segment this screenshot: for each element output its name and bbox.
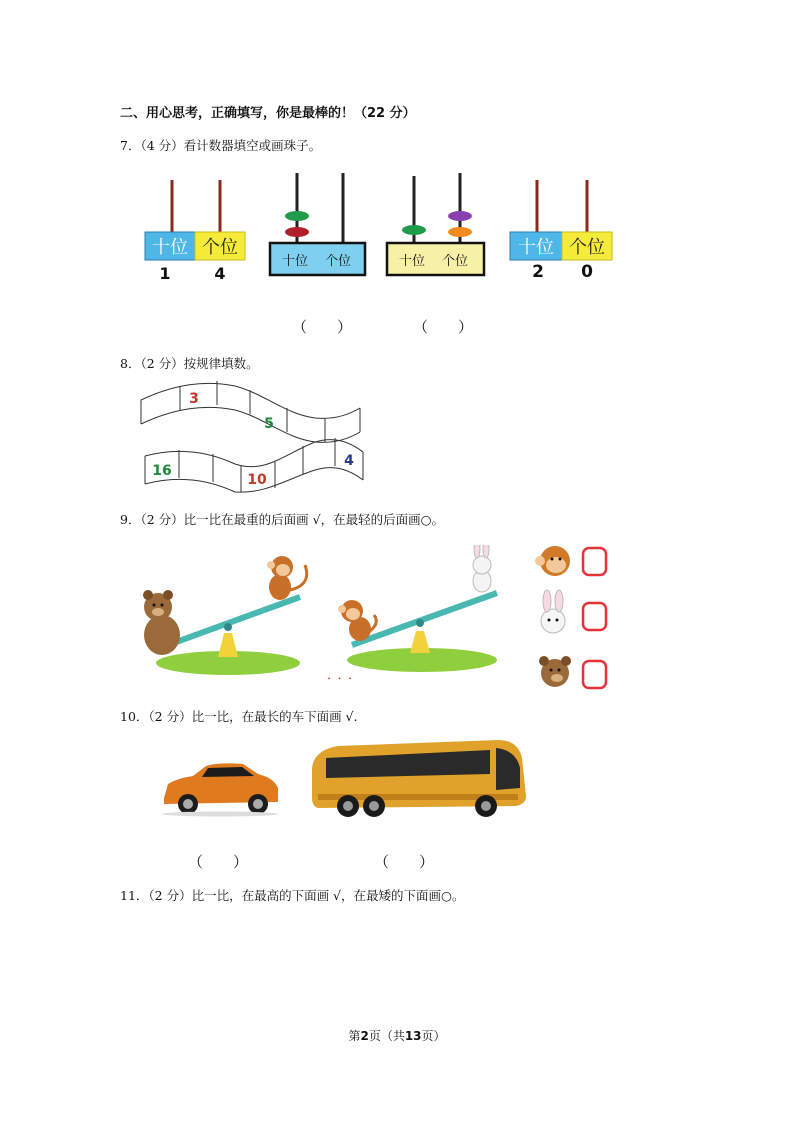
ribbon-bottom-number: 16 <box>152 463 172 479</box>
answer-blank-abacus-2[interactable]: （ ） <box>292 318 353 336</box>
ones-label: 个位 <box>202 237 238 258</box>
question-9-prompt: 9．（2 分）比一比在最重的后面画 √，在最轻的后面画○。 <box>120 512 444 527</box>
tens-label: 十位 <box>152 237 188 258</box>
abacus-1 <box>140 175 250 285</box>
ones-label: 个位 <box>324 254 352 269</box>
ribbon-bottom-number: 4 <box>344 453 354 469</box>
question-7-prompt: 7．（4 分）看计数器填空或画珠子。 <box>120 138 322 153</box>
footer-page-number: 2 <box>360 1029 369 1043</box>
ones-digit: 4 <box>214 264 226 283</box>
ones-label: 个位 <box>441 254 469 269</box>
bear-icon <box>143 590 180 655</box>
tens-label: 十位 <box>281 254 309 269</box>
question-8-prompt: 8．（2 分）按规律填数。 <box>120 356 259 371</box>
answer-blank-bus[interactable]: （ ） <box>374 853 435 871</box>
rabbit-icon <box>473 545 491 592</box>
answer-column <box>535 543 615 693</box>
page-footer <box>0 1027 794 1044</box>
bus-image <box>308 738 533 823</box>
tens-digit: 2 <box>532 262 544 282</box>
rabbit-icon <box>541 590 565 633</box>
answer-box-monkey[interactable] <box>583 548 606 575</box>
green-bead <box>402 225 426 235</box>
purple-bead <box>448 211 472 221</box>
answer-blank-car[interactable]: （ ） <box>188 853 249 871</box>
footer-suffix: 页） <box>421 1029 446 1043</box>
suv-car-image <box>158 762 283 817</box>
ribbon-top-number: 3 <box>189 391 199 407</box>
red-bead <box>285 227 309 237</box>
seesaw-stand <box>218 633 238 657</box>
green-bead <box>285 211 309 221</box>
footer-prefix: 第 <box>348 1029 361 1043</box>
monkey-icon <box>535 546 570 576</box>
number-ribbons <box>135 378 375 498</box>
bear-icon <box>539 656 571 687</box>
seesaw-bear-monkey <box>140 545 310 680</box>
footer-middle: 页（共 <box>368 1029 405 1043</box>
orange-bead <box>448 227 472 237</box>
monkey-icon <box>267 556 307 600</box>
ribbon-bottom-number: 10 <box>247 472 267 488</box>
tens-label: 十位 <box>518 237 554 258</box>
question-11-prompt: 11．（2 分）比一比，在最高的下面画 √，在最矮的下面画○。 <box>120 888 465 903</box>
abacus-4 <box>505 175 620 285</box>
abacus-3 <box>382 168 492 283</box>
ones-label: 个位 <box>569 237 605 258</box>
monkey-icon <box>338 600 376 641</box>
answer-box-bear[interactable] <box>583 661 606 688</box>
ribbon-top-number: 5 <box>264 416 274 432</box>
answer-box-rabbit[interactable] <box>583 603 606 630</box>
abacus-2 <box>265 168 375 283</box>
seesaw-monkey-rabbit <box>322 545 502 675</box>
question-10-prompt: 10．（2 分）比一比，在最长的车下面画 √. <box>120 709 358 724</box>
ones-digit: 0 <box>581 262 593 282</box>
tens-label: 十位 <box>398 254 426 269</box>
seesaw-board <box>168 597 300 645</box>
tens-digit: 1 <box>159 264 171 283</box>
footer-total-pages: 13 <box>404 1029 422 1043</box>
section-title: 二、用心思考，正确填写，你是最棒的！（22 分） <box>120 106 416 121</box>
seesaw-stand <box>410 631 430 653</box>
answer-blank-abacus-3[interactable]: （ ） <box>413 318 474 336</box>
dots-separator: ．．． <box>327 668 366 683</box>
